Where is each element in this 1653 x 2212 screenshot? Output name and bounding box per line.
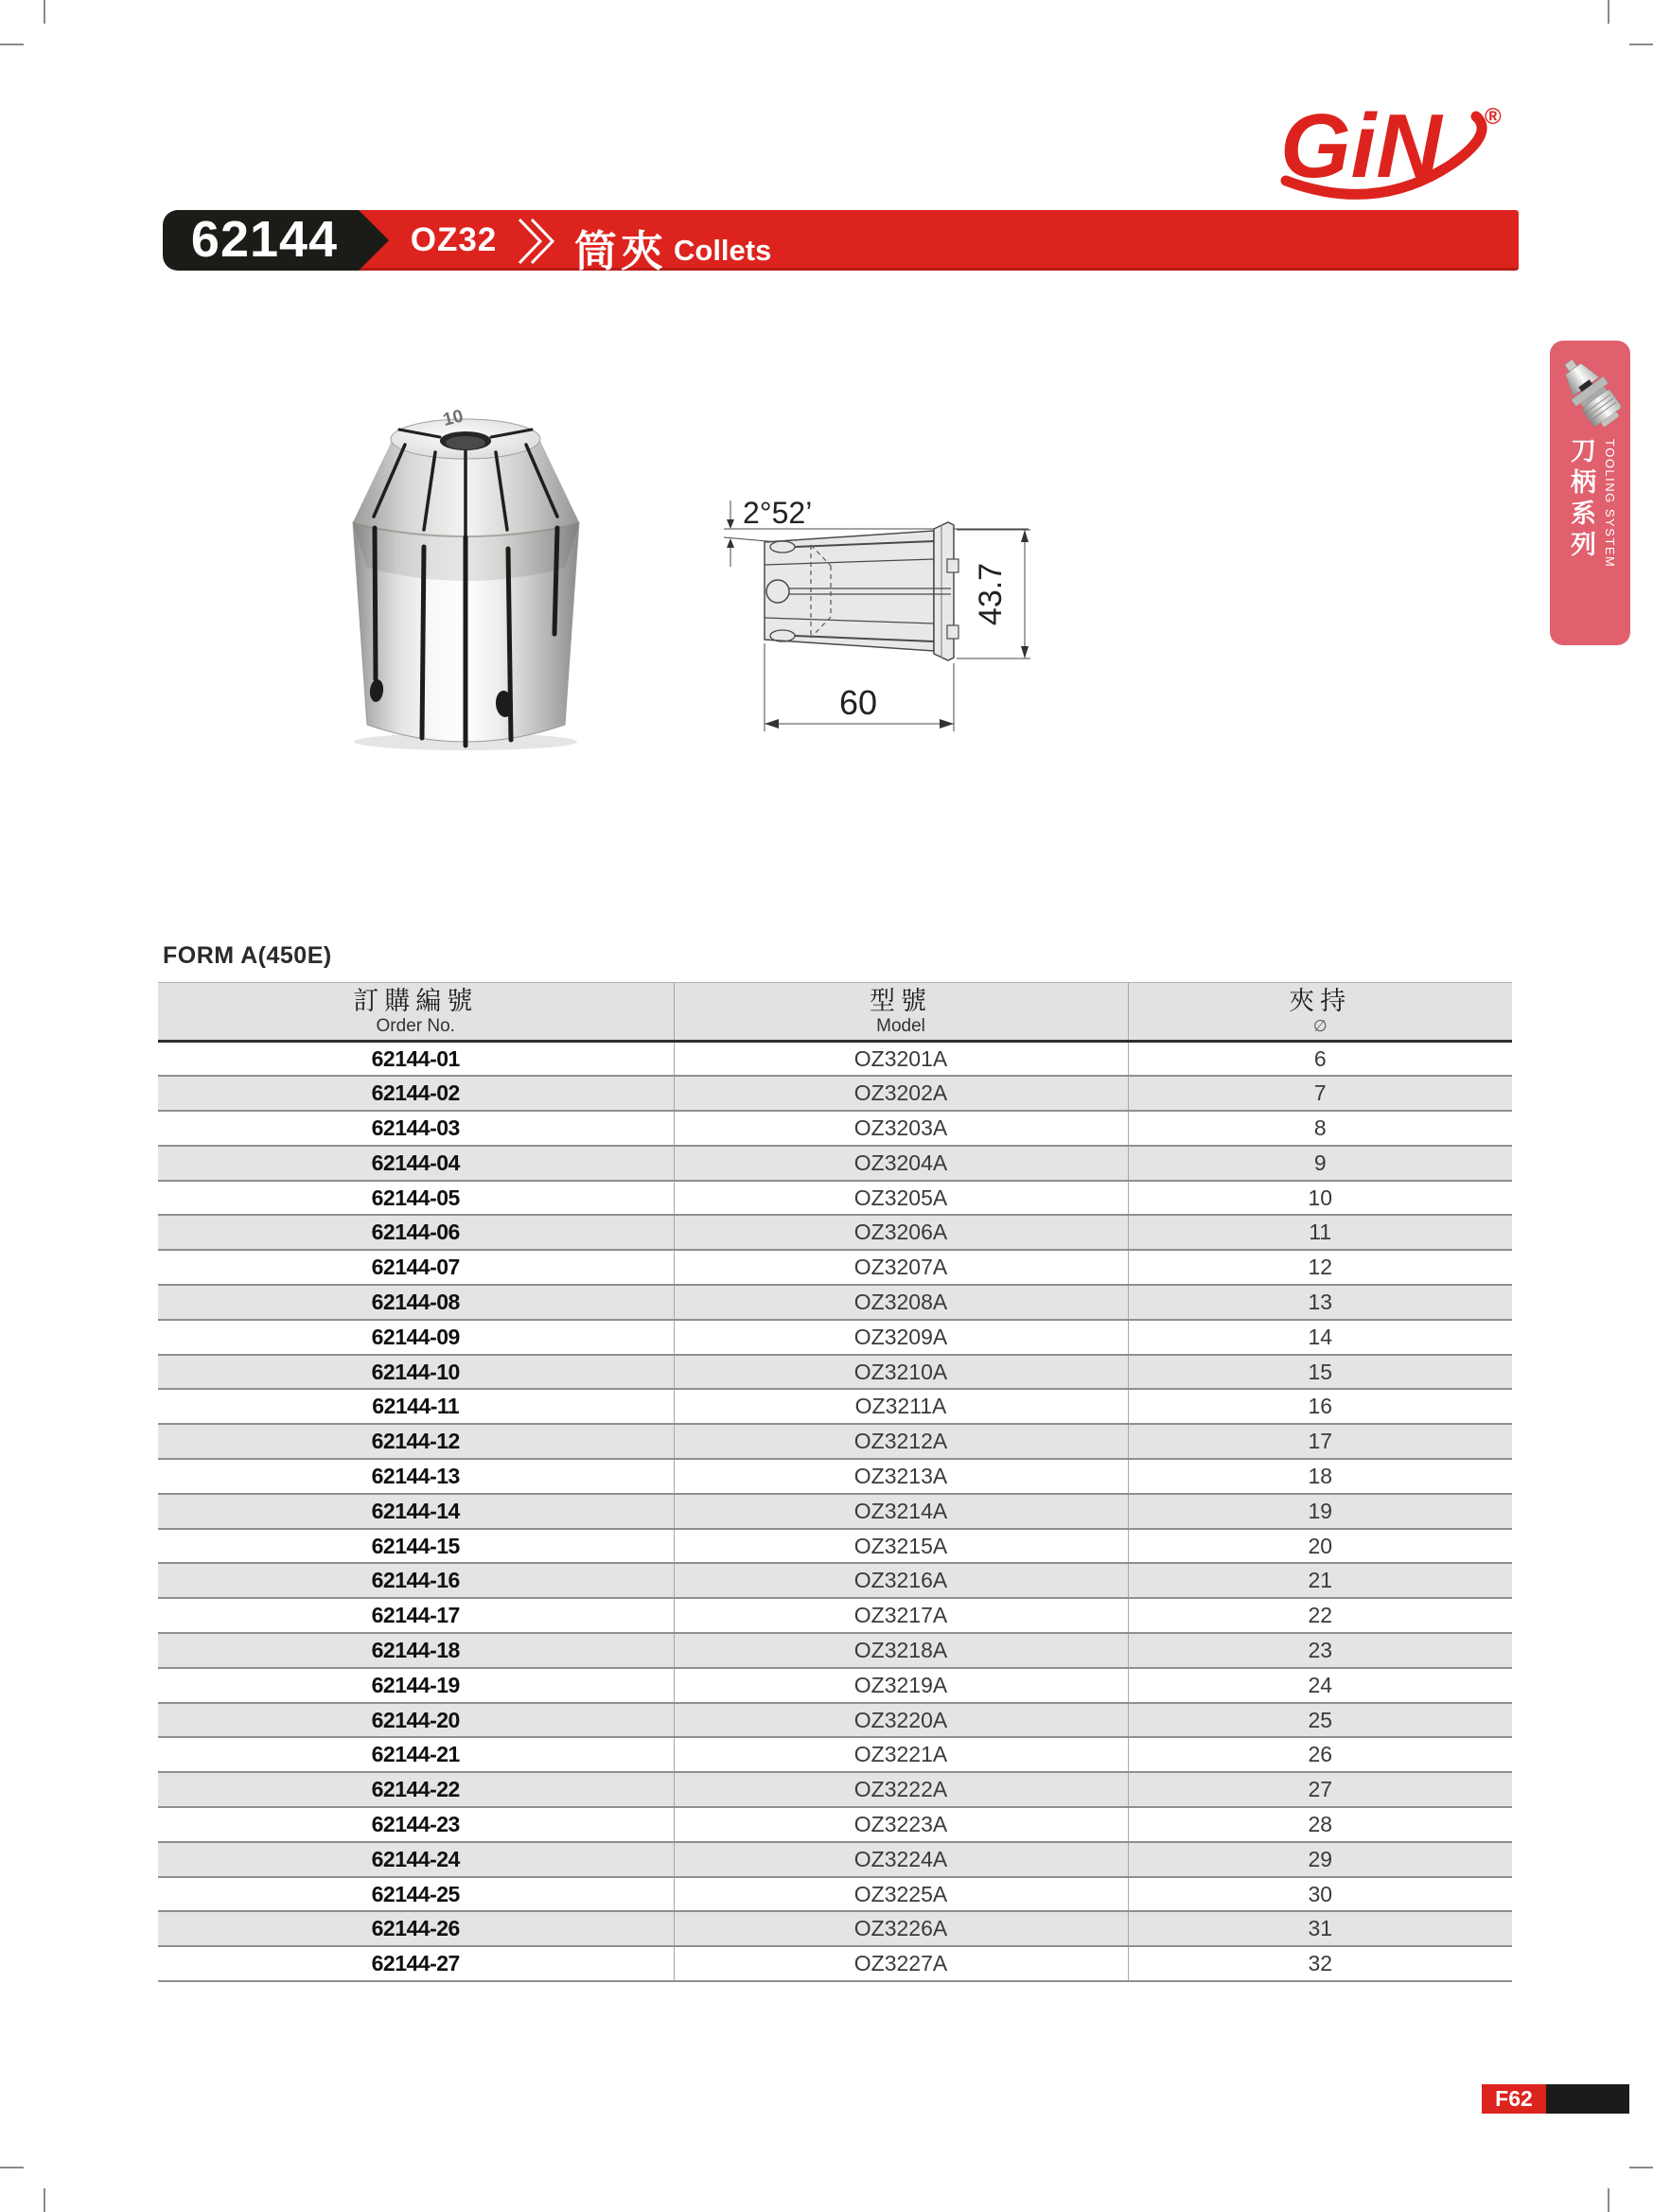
cell-clamping-dia: 13 — [1128, 1285, 1512, 1320]
cell-order-no: 62144-23 — [158, 1807, 674, 1842]
drawing-body — [765, 531, 934, 651]
cell-order-no: 62144-20 — [158, 1703, 674, 1738]
cell-clamping-dia: 29 — [1128, 1842, 1512, 1877]
crop-mark — [0, 2167, 24, 2168]
table-row — [158, 1424, 1512, 1459]
cell-order-no: 62144-02 — [158, 1076, 674, 1111]
table-row — [158, 1042, 1512, 1077]
cell-model: OZ3215A — [674, 1529, 1128, 1564]
cell-model: OZ3219A — [674, 1668, 1128, 1703]
cell-order-no: 62144-27 — [158, 1946, 674, 1981]
table-row — [158, 1111, 1512, 1146]
cell-model: OZ3222A — [674, 1772, 1128, 1807]
cell-order-no: 62144-04 — [158, 1146, 674, 1181]
cell-order-no: 62144-18 — [158, 1633, 674, 1668]
cell-order-no: 62144-15 — [158, 1529, 674, 1564]
table-row — [158, 1772, 1512, 1807]
flange-key-tab — [947, 625, 958, 639]
table-row — [158, 1459, 1512, 1494]
cell-model: OZ3203A — [674, 1111, 1128, 1146]
cell-order-no: 62144-01 — [371, 1045, 460, 1071]
cell-model: OZ3227A — [674, 1946, 1128, 1981]
drawing-flange — [934, 522, 954, 660]
table-row — [158, 1529, 1512, 1564]
col-header-order-no: 訂購編號 Order No. — [158, 983, 674, 1042]
flange-key-tab — [947, 559, 958, 572]
cell-order-no: 62144-25 — [158, 1877, 674, 1912]
table-row — [158, 1807, 1512, 1842]
height-dimension: 43.7 — [973, 562, 1009, 626]
table-row — [158, 1215, 1512, 1250]
table-body — [158, 1042, 1512, 1982]
cell-model: OZ3221A — [674, 1737, 1128, 1772]
cell-model: OZ3211A — [674, 1389, 1128, 1424]
cell-model: OZ3226A — [674, 1911, 1128, 1946]
cell-order-no: 62144-21 — [158, 1737, 674, 1772]
table-row — [158, 1181, 1512, 1216]
cell-clamping-dia: 27 — [1128, 1772, 1512, 1807]
cell-order-no: 62144-26 — [158, 1911, 674, 1946]
cell-clamping-dia: 28 — [1128, 1807, 1512, 1842]
cell-clamping-dia: 30 — [1128, 1877, 1512, 1912]
table-row — [158, 1563, 1512, 1598]
cell-order-no: 62144-03 — [158, 1111, 674, 1146]
table-row — [158, 1355, 1512, 1390]
cell-model: OZ3214A — [674, 1494, 1128, 1529]
side-tab-label-zh: 刀柄系列 — [1567, 437, 1595, 562]
cell-clamping-dia: 7 — [1128, 1076, 1512, 1111]
cell-model: OZ3202A — [674, 1076, 1128, 1111]
crop-mark — [1629, 44, 1653, 45]
table-row — [158, 1946, 1512, 1981]
width-dimension: 60 — [838, 683, 878, 722]
chevron-separator-icon — [516, 218, 559, 265]
product-table — [158, 982, 1512, 1982]
cell-order-no: 62144-12 — [158, 1424, 674, 1459]
cell-model: OZ3218A — [674, 1633, 1128, 1668]
cell-model: OZ3207A — [674, 1250, 1128, 1285]
cell-order-no: 62144-09 — [158, 1320, 674, 1355]
cell-model: OZ3217A — [674, 1598, 1128, 1633]
cell-order-no: 62144-13 — [158, 1459, 674, 1494]
page-title-en: Collets — [674, 234, 772, 267]
table-row — [158, 1494, 1512, 1529]
cell-clamping-dia: 18 — [1128, 1459, 1512, 1494]
footer-badge — [1482, 2084, 1629, 2114]
footer-black-bar — [1546, 2084, 1629, 2114]
cell-model: OZ3216A — [674, 1563, 1128, 1598]
cell-order-no: 62144-19 — [158, 1668, 674, 1703]
cell-model: OZ3220A — [674, 1703, 1128, 1738]
cell-order-no: 62144-17 — [158, 1598, 674, 1633]
cell-clamping-dia: 12 — [1128, 1250, 1512, 1285]
cell-clamping-dia: 31 — [1128, 1911, 1512, 1946]
cell-clamping-dia: 20 — [1128, 1529, 1512, 1564]
table-row — [158, 1285, 1512, 1320]
page-title-zh: 筒夾 — [574, 227, 668, 275]
table-row — [158, 1598, 1512, 1633]
cell-model: OZ3208A — [674, 1285, 1128, 1320]
brand-logo — [1273, 90, 1509, 203]
page-number: F62 — [1482, 2084, 1546, 2114]
table-row — [158, 1389, 1512, 1424]
crop-mark — [1608, 2188, 1609, 2212]
side-tab-label-en: TOOLING SYSTEM — [1603, 439, 1617, 569]
crop-mark — [1608, 0, 1609, 24]
cell-clamping-dia: 10 — [1128, 1181, 1512, 1216]
angle-arrow-down — [727, 519, 734, 529]
logo-registered-mark: ® — [1485, 104, 1502, 130]
angle-arrow-up — [727, 538, 734, 548]
table-row — [158, 1703, 1512, 1738]
table-row — [158, 1842, 1512, 1877]
cell-order-no: 62144-24 — [158, 1842, 674, 1877]
cell-order-no: 62144-08 — [158, 1285, 674, 1320]
technical-drawing — [714, 487, 1055, 762]
logo-text: GiN — [1280, 96, 1442, 197]
crop-mark — [0, 44, 24, 45]
cell-clamping-dia: 22 — [1128, 1598, 1512, 1633]
table-row — [158, 1076, 1512, 1111]
cell-clamping-dia: 14 — [1128, 1320, 1512, 1355]
cell-model: OZ3206A — [674, 1215, 1128, 1250]
cell-model: OZ3210A — [674, 1355, 1128, 1390]
cell-order-no: 62144-14 — [158, 1494, 674, 1529]
product-photo-collet — [322, 350, 610, 752]
form-label: FORM A(450E) — [163, 942, 332, 969]
cell-order-no: 62144-16 — [158, 1563, 674, 1598]
cell-order-no: 62144-10 — [158, 1355, 674, 1390]
cell-clamping-dia: 9 — [1128, 1146, 1512, 1181]
cell-order-no: 62144-07 — [158, 1250, 674, 1285]
cell-clamping-dia: 6 — [1128, 1042, 1512, 1077]
col-header-clamping-dia: 夾持 ∅ — [1128, 983, 1512, 1042]
cell-order-no: 62144-22 — [158, 1772, 674, 1807]
table-row — [158, 1633, 1512, 1668]
cell-clamping-dia: 11 — [1128, 1215, 1512, 1250]
cell-model: OZ3213A — [674, 1459, 1128, 1494]
table-row — [158, 1250, 1512, 1285]
section-header-bar — [163, 210, 1519, 275]
tool-holder-icon — [1555, 352, 1627, 433]
cell-clamping-dia: 15 — [1128, 1355, 1512, 1390]
table-row — [158, 1146, 1512, 1181]
side-tab-tooling-system — [1550, 341, 1630, 645]
cell-clamping-dia: 25 — [1128, 1703, 1512, 1738]
crop-mark — [1629, 2167, 1653, 2168]
col-header-model: 型號 Model — [674, 983, 1128, 1042]
cell-order-no: 62144-05 — [158, 1181, 674, 1216]
cell-model: OZ3225A — [674, 1877, 1128, 1912]
cell-order-no: 62144-11 — [158, 1389, 674, 1424]
crop-mark — [44, 0, 45, 24]
table-row — [158, 1668, 1512, 1703]
cell-clamping-dia: 23 — [1128, 1633, 1512, 1668]
cell-clamping-dia: 8 — [1128, 1111, 1512, 1146]
cell-clamping-dia: 17 — [1128, 1424, 1512, 1459]
angle-dimension: 2°52’ — [743, 496, 813, 530]
cell-model: OZ3223A — [674, 1807, 1128, 1842]
table-row — [158, 1877, 1512, 1912]
cell-model: OZ3204A — [674, 1146, 1128, 1181]
table-header-row — [158, 983, 1512, 1042]
cell-model: OZ3205A — [674, 1181, 1128, 1216]
cell-clamping-dia: 19 — [1128, 1494, 1512, 1529]
cell-model: OZ3212A — [674, 1424, 1128, 1459]
cell-clamping-dia: 16 — [1128, 1389, 1512, 1424]
table-row — [158, 1911, 1512, 1946]
cell-clamping-dia: 32 — [1128, 1946, 1512, 1981]
cell-order-no: 62144-06 — [158, 1215, 674, 1250]
cell-clamping-dia: 24 — [1128, 1668, 1512, 1703]
cell-model: OZ3201A — [674, 1042, 1128, 1077]
cell-clamping-dia: 21 — [1128, 1563, 1512, 1598]
cell-clamping-dia: 26 — [1128, 1737, 1512, 1772]
size-stamp: 10 — [441, 406, 466, 430]
catalog-code: 62144 — [190, 211, 339, 268]
cell-model: OZ3209A — [674, 1320, 1128, 1355]
table-row — [158, 1320, 1512, 1355]
table-row — [158, 1737, 1512, 1772]
cell-model: OZ3224A — [674, 1842, 1128, 1877]
crop-mark — [44, 2188, 45, 2212]
series-code: OZ32 — [410, 221, 498, 258]
